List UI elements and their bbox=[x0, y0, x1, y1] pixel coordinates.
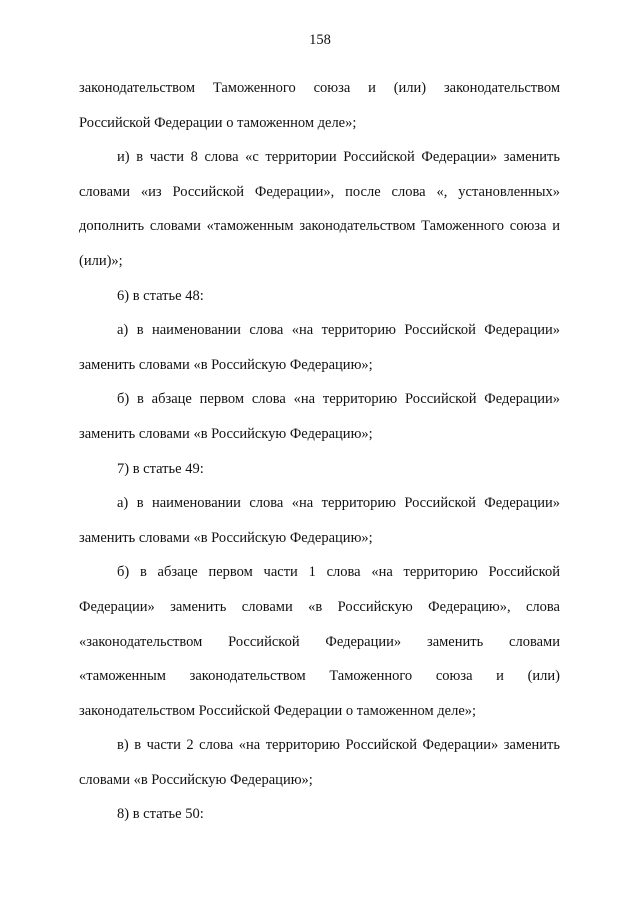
paragraph-49-b: б) в абзаце первом части 1 слова «на территорию Российской Федерации» заменить словами «в Российскую Федерацию», слова «законодательством Российской Федерации» заменить словами «таможенным законодательством Таможенного союза и (или) законодательством Российской Федерации о таможенном деле»; bbox=[79, 564, 560, 719]
paragraph-article-50: 8) в статье 50: bbox=[117, 806, 204, 823]
page-number: 158 bbox=[309, 32, 331, 48]
document-body bbox=[79, 71, 560, 832]
paragraph-continuation: законодательством Таможенного союза и (или) законодательством Российской Федерации о таможенном деле»; bbox=[79, 80, 560, 131]
paragraph-article-49: 7) в статье 49: bbox=[117, 460, 204, 477]
paragraph-article-48: 6) в статье 48: bbox=[117, 287, 204, 304]
paragraph-49-v: в) в части 2 слова «на территорию Российской Федерации» заменить словами «в Российскую Федерацию»; bbox=[79, 737, 560, 788]
paragraph-49-a: а) в наименовании слова «на территорию Российской Федерации» заменить словами «в Российскую Федерацию»; bbox=[79, 495, 560, 546]
paragraph-48-a: а) в наименовании слова «на территорию Российской Федерации» заменить словами «в Российскую Федерацию»; bbox=[79, 322, 560, 373]
paragraph-48-b: б) в абзаце первом слова «на территорию Российской Федерации» заменить словами «в Российскую Федерацию»; bbox=[79, 391, 560, 442]
paragraph-item-i: и) в части 8 слова «с территории Российской Федерации» заменить словами «из Российской Федерации», после слова «, установленных» дополнить словами «таможенным законодательством Таможенного союза и (или)»; bbox=[79, 149, 560, 269]
